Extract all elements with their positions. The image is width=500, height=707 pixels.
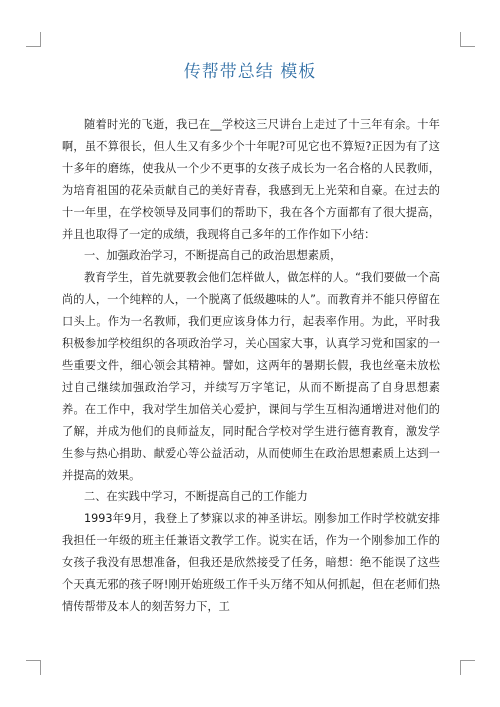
paragraph-section-1: 教育学生，首先就要教会他们怎样做人，做怎样的人。“我们要做一个高尚的人，一个纯粹的人，一个脱离了低级趣味的人”。而教育并不能只停留在口头上。作为一名教师，我们更应该身体力行，起表率作用。为此，平时我积极参加学校组织的各项政治学习，关心国家大事，认真学习党和国家的一些重要文件，细心领会其精神。譬如，这两年的暑期长假，我也丝毫未放松过自己继续加强政治学习，并续写万字笔记，从而不断提高了自身思想素养。在工作中，我对学生加倍关心爱护，课间与学生互相沟通增进对他们的了解，并成为他们的良师益友，同时配合学校对学生进行德育教育，激发学生参与热心捐助、献爱心等公益活动，从而使师生在政治思想素质上达到一并提高的效果。 — [62, 271, 440, 482]
paragraph-intro: 随着时光的飞逝，我已在__学校这三尺讲台上走过了十三年有余。十年啊，虽不算很长，但人生又有多少个十年呢?可见它也不算短?正因为有了这十多年的磨练，使我从一个少不更事的女孩子成长为一名合格的人民教师，为培育祖国的花朵贡献自己的美好青春，我感到无上光荣和自豪。在过去的十一年里，在学校领导及同事们的帮助下，我在各个方面都有了很大提高，并且也取得了一定的成绩，我现将自己多年的工作作如下小结： — [62, 118, 440, 241]
crop-mark-top-left — [26, 32, 41, 47]
crop-mark-top-right — [460, 32, 475, 47]
section-heading-1: 一、加强政治学习，不断提高自己的政治思想素质， — [84, 249, 342, 263]
crop-mark-bottom-right — [460, 660, 475, 675]
crop-mark-bottom-left — [26, 660, 41, 675]
document-body — [62, 114, 440, 618]
section-heading-2: 二、在实践中学习，不断提高自己的工作能力 — [84, 490, 308, 504]
paragraph-section-2: 1993年9月，我登上了梦寐以求的神圣讲坛。刚参加工作时学校就安排我担任一年级的班主任兼语文教学工作。说实在话，作为一个刚参加工作的女孩子我没有思想准备，但我还是欣然接受了任务，暗想：绝不能误了这些个天真无邪的孩子呀!刚开始班级工作千头万绪不知从何抓起，但在老师们热情传帮带及本人的刻苦努力下，工 — [62, 512, 440, 613]
document-title: 传帮带总结 模板 — [183, 62, 317, 82]
